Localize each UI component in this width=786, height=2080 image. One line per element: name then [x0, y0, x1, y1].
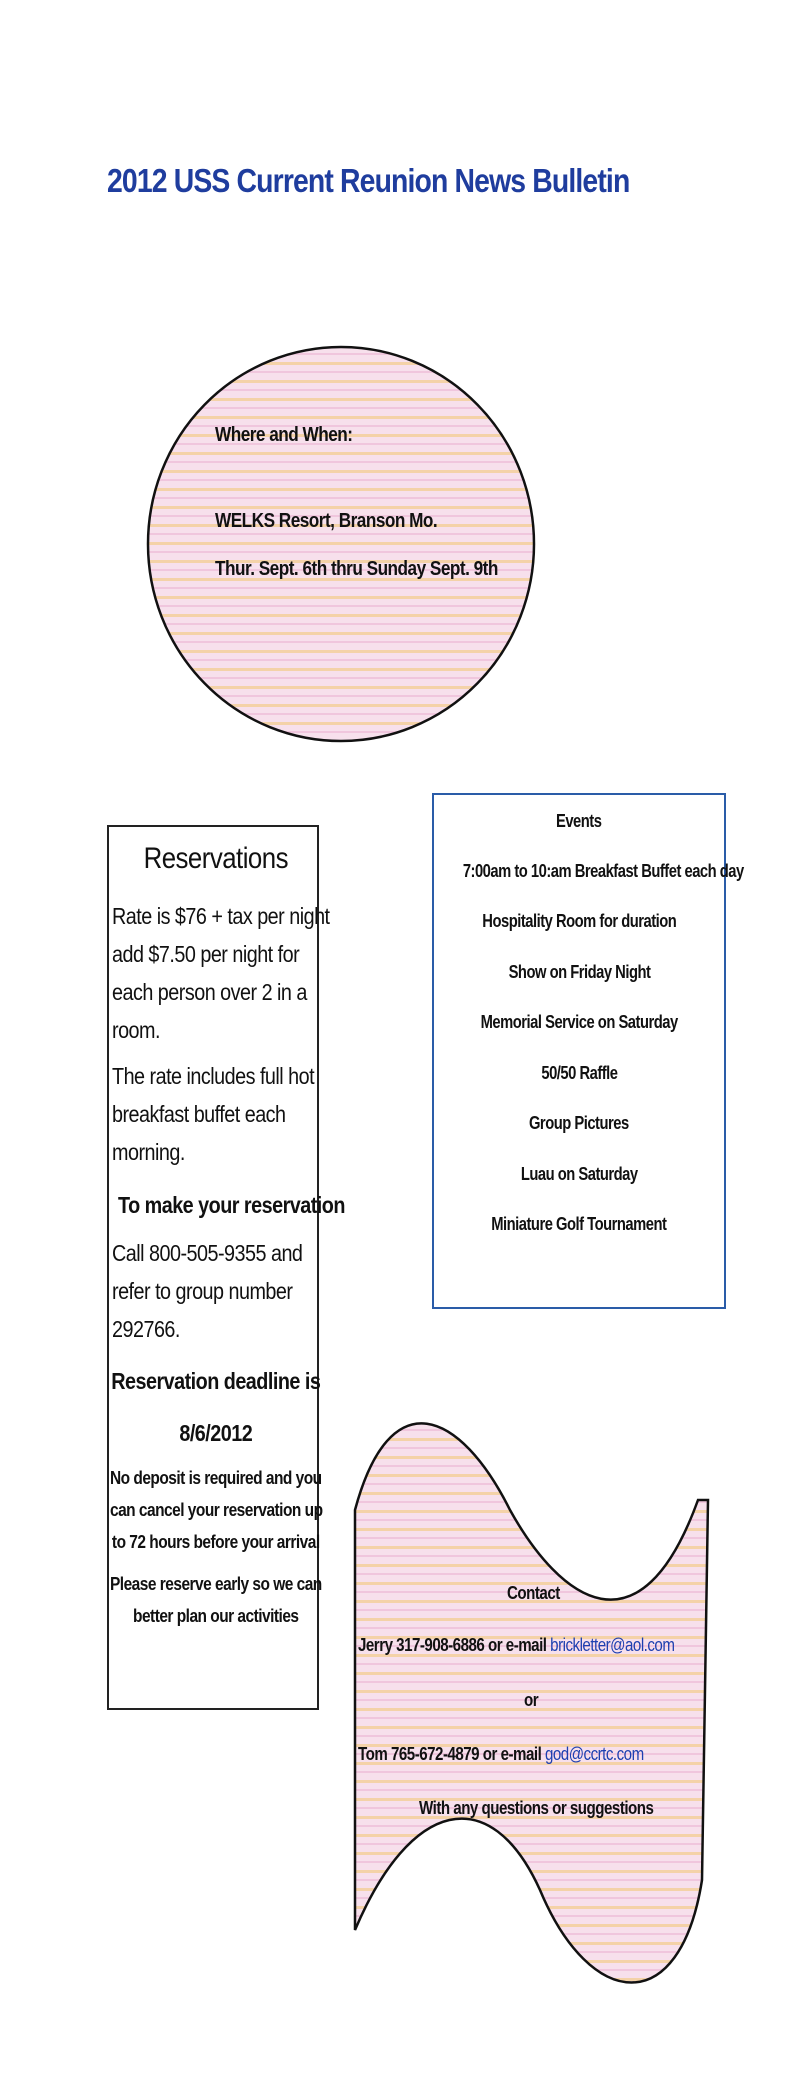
event-item: Hospitality Room for duration	[481, 911, 677, 931]
rate-line-2: add $7.50 per night for	[112, 941, 300, 967]
event-item: 50/50 Raffle	[540, 1063, 618, 1083]
event-item: Luau on Saturday	[520, 1164, 638, 1184]
rate-line-4: room.	[112, 1017, 160, 1043]
event-item: Group Pictures	[529, 1113, 629, 1133]
contact-heading: Contact	[507, 1583, 560, 1603]
where-when-ellipse	[144, 344, 539, 744]
early-line-2: better plan our activities	[133, 1606, 299, 1626]
reservations-heading: Reservations	[143, 842, 288, 875]
rate-line-1: Rate is $76 + tax per night	[112, 903, 330, 929]
contact-footer: With any questions or suggestions	[419, 1798, 654, 1818]
event-item: Show on Friday Night	[508, 962, 650, 982]
call-line-3: 292766.	[112, 1316, 180, 1342]
event-item: Memorial Service on Saturday	[480, 1012, 678, 1032]
how-to-reserve-heading: To make your reservation	[118, 1192, 345, 1218]
deadline-date: 8/6/2012	[179, 1420, 253, 1446]
contact-tom-email[interactable]: god@ccrtc.com	[544, 1744, 644, 1764]
deposit-line-3: to 72 hours before your arrival	[111, 1532, 320, 1552]
breakfast-line-3: morning.	[112, 1139, 185, 1165]
location-text: WELKS Resort, Branson Mo.	[215, 510, 438, 532]
early-line-1: Please reserve early so we can	[110, 1574, 322, 1594]
contact-tom-text: Tom 765-672-4879 or e-mail	[358, 1744, 542, 1764]
bulletin-title: 2012 USS Current Reunion News Bulletin	[107, 162, 630, 199]
breakfast-line-2: breakfast buffet each	[112, 1101, 286, 1127]
call-line-1: Call 800-505-9355 and	[112, 1240, 303, 1266]
events-heading: Events	[556, 811, 602, 831]
contact-jerry	[358, 1635, 674, 1656]
event-item: Miniature Golf Tournament	[491, 1214, 667, 1234]
event-item: 7:00am to 10:am Breakfast Buffet each day	[462, 861, 744, 881]
where-when-heading: Where and When:	[215, 424, 353, 446]
contact-jerry-text: Jerry 317-908-6886 or e-mail	[358, 1635, 547, 1655]
breakfast-line-1: The rate includes full hot	[112, 1063, 315, 1089]
deadline-label: Reservation deadline is	[111, 1368, 321, 1394]
dates-text: Thur. Sept. 6th thru Sunday Sept. 9th	[215, 558, 498, 580]
contact-jerry-email[interactable]: brickletter@aol.com	[550, 1635, 675, 1655]
contact-or: or	[524, 1690, 539, 1710]
deposit-line-1: No deposit is required and you	[110, 1468, 322, 1488]
contact-tom	[358, 1744, 644, 1765]
call-line-2: refer to group number	[112, 1278, 293, 1304]
deposit-line-2: can cancel your reservation up	[110, 1500, 323, 1520]
rate-line-3: each person over 2 in a	[112, 979, 307, 1005]
